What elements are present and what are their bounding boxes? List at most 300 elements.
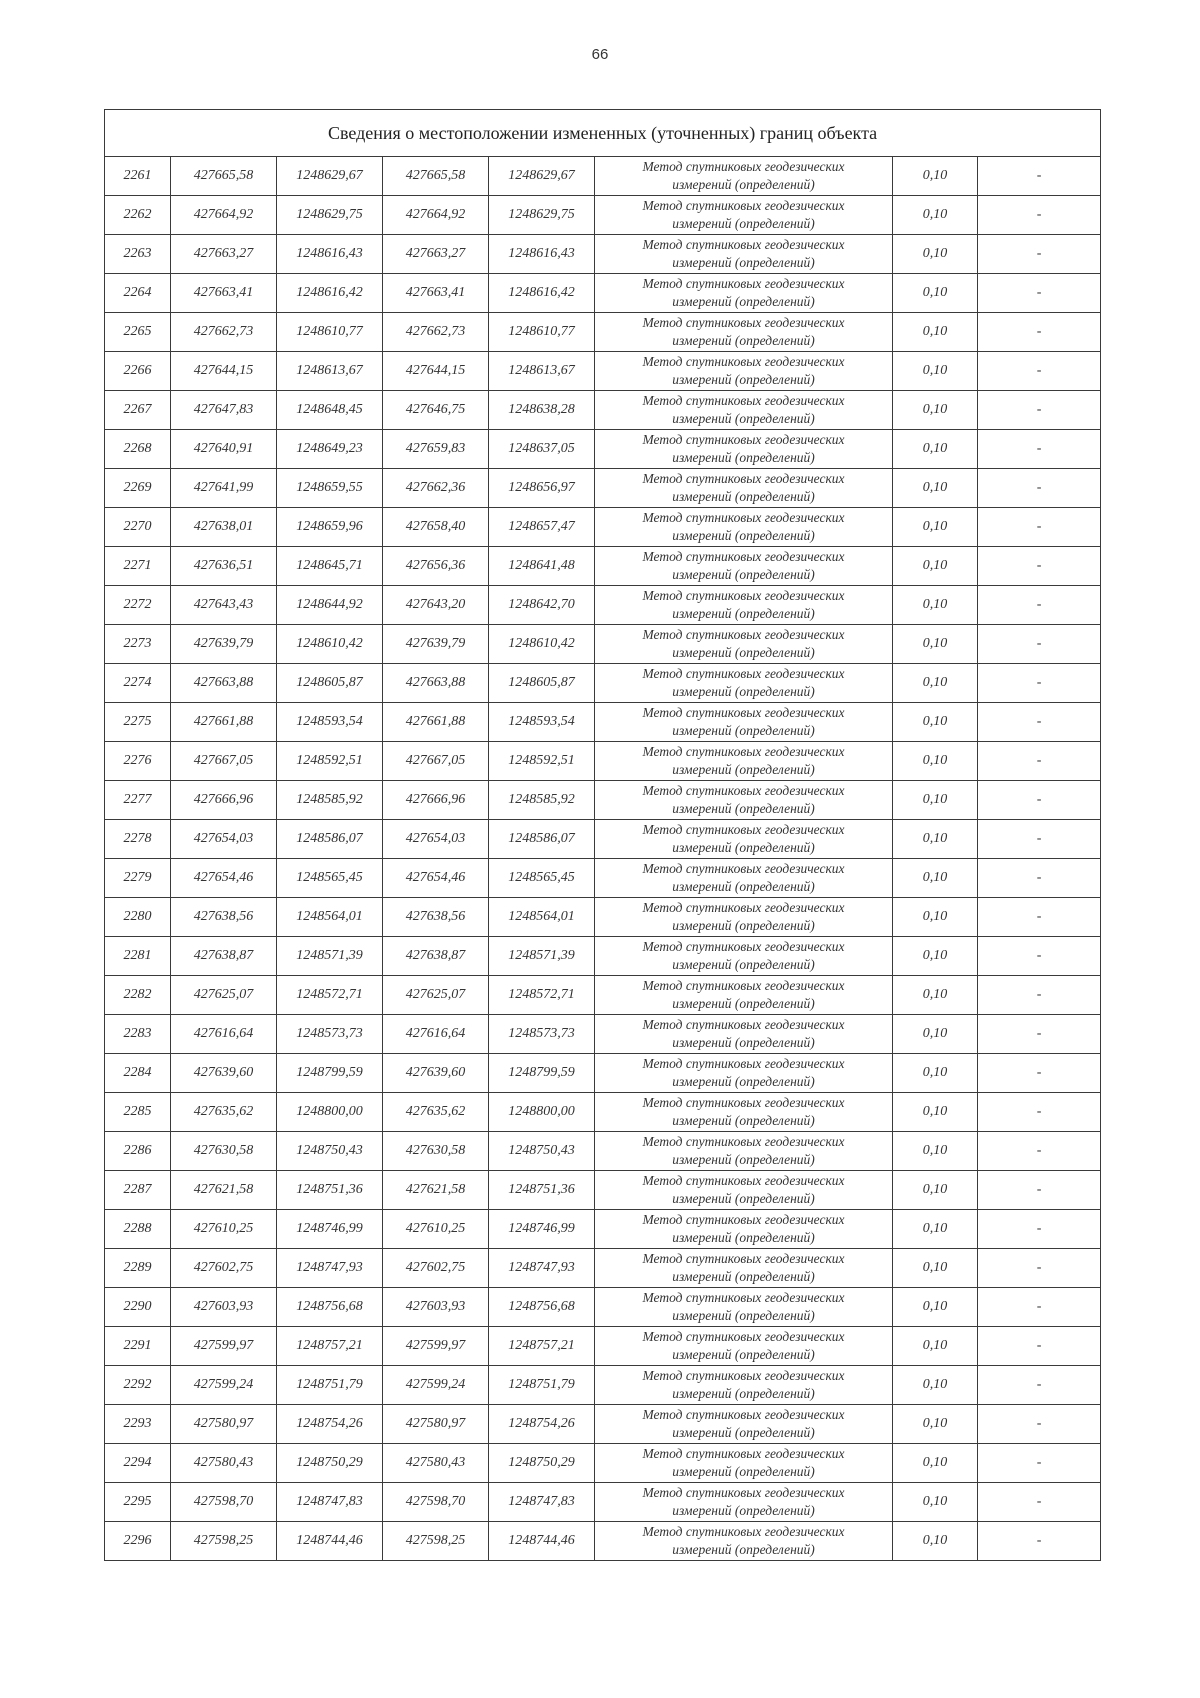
- table-row: [105, 625, 1101, 664]
- refined-y-cell: 1248642,70: [489, 586, 595, 625]
- note-cell: -: [978, 1327, 1101, 1366]
- note-cell: -: [978, 391, 1101, 430]
- method-text-line: измерений (определений): [672, 840, 815, 855]
- method-cell: [595, 391, 893, 430]
- method-text-line: измерений (определений): [672, 1425, 815, 1440]
- existing-y-cell: 1248800,00: [277, 1093, 383, 1132]
- table-row: [105, 1405, 1101, 1444]
- refined-x-cell: 427667,05: [383, 742, 489, 781]
- refined-y-cell: 1248756,68: [489, 1288, 595, 1327]
- point-number-cell: 2265: [105, 313, 171, 352]
- existing-x-cell: 427625,07: [171, 976, 277, 1015]
- existing-y-cell: 1248644,92: [277, 586, 383, 625]
- existing-x-cell: 427643,43: [171, 586, 277, 625]
- existing-y-cell: 1248613,67: [277, 352, 383, 391]
- table-row: [105, 742, 1101, 781]
- method-cell: [595, 1483, 893, 1522]
- method-cell: [595, 1093, 893, 1132]
- refined-x-cell: 427580,43: [383, 1444, 489, 1483]
- refined-y-cell: 1248629,75: [489, 196, 595, 235]
- refined-x-cell: 427665,58: [383, 157, 489, 196]
- note-cell: -: [978, 547, 1101, 586]
- method-text-line: измерений (определений): [672, 489, 815, 504]
- existing-x-cell: 427610,25: [171, 1210, 277, 1249]
- refined-y-cell: 1248613,67: [489, 352, 595, 391]
- point-number-cell: 2283: [105, 1015, 171, 1054]
- method-text-line: измерений (определений): [672, 1464, 815, 1479]
- accuracy-cell: 0,10: [893, 157, 978, 196]
- method-cell: [595, 508, 893, 547]
- method-text-line: Метод спутниковых геодезических: [642, 1524, 845, 1539]
- method-cell: [595, 937, 893, 976]
- method-cell: [595, 703, 893, 742]
- existing-y-cell: 1248610,42: [277, 625, 383, 664]
- refined-y-cell: 1248605,87: [489, 664, 595, 703]
- method-text-line: измерений (определений): [672, 1230, 815, 1245]
- refined-x-cell: 427599,97: [383, 1327, 489, 1366]
- refined-x-cell: 427639,79: [383, 625, 489, 664]
- existing-y-cell: 1248746,99: [277, 1210, 383, 1249]
- note-cell: -: [978, 157, 1101, 196]
- existing-y-cell: 1248585,92: [277, 781, 383, 820]
- table-row: [105, 1444, 1101, 1483]
- note-cell: -: [978, 1366, 1101, 1405]
- method-cell: [595, 742, 893, 781]
- method-text-line: измерений (определений): [672, 567, 815, 582]
- accuracy-cell: 0,10: [893, 664, 978, 703]
- accuracy-cell: 0,10: [893, 1366, 978, 1405]
- existing-y-cell: 1248573,73: [277, 1015, 383, 1054]
- point-number-cell: 2282: [105, 976, 171, 1015]
- note-cell: -: [978, 742, 1101, 781]
- point-number-cell: 2270: [105, 508, 171, 547]
- method-text-line: измерений (определений): [672, 333, 815, 348]
- point-number-cell: 2276: [105, 742, 171, 781]
- method-text-line: Метод спутниковых геодезических: [642, 432, 845, 447]
- note-cell: -: [978, 1093, 1101, 1132]
- method-text-line: Метод спутниковых геодезических: [642, 510, 845, 525]
- point-number-cell: 2268: [105, 430, 171, 469]
- existing-y-cell: 1248616,43: [277, 235, 383, 274]
- existing-x-cell: 427640,91: [171, 430, 277, 469]
- method-text-line: Метод спутниковых геодезических: [642, 1485, 845, 1500]
- point-number-cell: 2295: [105, 1483, 171, 1522]
- table-row: [105, 157, 1101, 196]
- note-cell: -: [978, 1405, 1101, 1444]
- method-cell: [595, 1054, 893, 1093]
- refined-x-cell: 427661,88: [383, 703, 489, 742]
- existing-y-cell: 1248754,26: [277, 1405, 383, 1444]
- refined-y-cell: 1248638,28: [489, 391, 595, 430]
- existing-x-cell: 427644,15: [171, 352, 277, 391]
- point-number-cell: 2277: [105, 781, 171, 820]
- accuracy-cell: 0,10: [893, 235, 978, 274]
- refined-y-cell: 1248616,42: [489, 274, 595, 313]
- refined-x-cell: 427662,73: [383, 313, 489, 352]
- existing-y-cell: 1248586,07: [277, 820, 383, 859]
- table-row: [105, 1249, 1101, 1288]
- method-cell: [595, 1327, 893, 1366]
- method-text-line: измерений (определений): [672, 801, 815, 816]
- method-text-line: Метод спутниковых геодезических: [642, 744, 845, 759]
- method-text-line: измерений (определений): [672, 645, 815, 660]
- refined-y-cell: 1248629,67: [489, 157, 595, 196]
- method-text-line: Метод спутниковых геодезических: [642, 315, 845, 330]
- accuracy-cell: 0,10: [893, 469, 978, 508]
- existing-y-cell: 1248629,75: [277, 196, 383, 235]
- method-text-line: Метод спутниковых геодезических: [642, 276, 845, 291]
- existing-x-cell: 427663,41: [171, 274, 277, 313]
- refined-x-cell: 427663,41: [383, 274, 489, 313]
- existing-y-cell: 1248799,59: [277, 1054, 383, 1093]
- note-cell: -: [978, 1015, 1101, 1054]
- refined-y-cell: 1248641,48: [489, 547, 595, 586]
- refined-x-cell: 427621,58: [383, 1171, 489, 1210]
- accuracy-cell: 0,10: [893, 781, 978, 820]
- existing-x-cell: 427661,88: [171, 703, 277, 742]
- existing-x-cell: 427599,24: [171, 1366, 277, 1405]
- method-cell: [595, 274, 893, 313]
- refined-y-cell: 1248573,73: [489, 1015, 595, 1054]
- accuracy-cell: 0,10: [893, 1093, 978, 1132]
- table-body: [105, 157, 1101, 1561]
- point-number-cell: 2285: [105, 1093, 171, 1132]
- point-number-cell: 2281: [105, 937, 171, 976]
- accuracy-cell: 0,10: [893, 976, 978, 1015]
- existing-y-cell: 1248629,67: [277, 157, 383, 196]
- existing-x-cell: 427654,46: [171, 859, 277, 898]
- note-cell: -: [978, 1171, 1101, 1210]
- table-row: [105, 1171, 1101, 1210]
- refined-y-cell: 1248616,43: [489, 235, 595, 274]
- refined-x-cell: 427654,46: [383, 859, 489, 898]
- note-cell: -: [978, 469, 1101, 508]
- refined-x-cell: 427602,75: [383, 1249, 489, 1288]
- refined-x-cell: 427638,87: [383, 937, 489, 976]
- method-cell: [595, 1171, 893, 1210]
- accuracy-cell: 0,10: [893, 1444, 978, 1483]
- table-row: [105, 469, 1101, 508]
- note-cell: -: [978, 1054, 1101, 1093]
- existing-y-cell: 1248571,39: [277, 937, 383, 976]
- existing-x-cell: 427630,58: [171, 1132, 277, 1171]
- existing-y-cell: 1248747,83: [277, 1483, 383, 1522]
- table-row: [105, 937, 1101, 976]
- refined-y-cell: 1248610,77: [489, 313, 595, 352]
- point-number-cell: 2264: [105, 274, 171, 313]
- accuracy-cell: 0,10: [893, 313, 978, 352]
- refined-x-cell: 427625,07: [383, 976, 489, 1015]
- method-text-line: измерений (определений): [672, 606, 815, 621]
- refined-y-cell: 1248592,51: [489, 742, 595, 781]
- method-text-line: Метод спутниковых геодезических: [642, 1290, 845, 1305]
- accuracy-cell: 0,10: [893, 586, 978, 625]
- note-cell: -: [978, 781, 1101, 820]
- method-text-line: измерений (определений): [672, 450, 815, 465]
- refined-x-cell: 427664,92: [383, 196, 489, 235]
- existing-x-cell: 427654,03: [171, 820, 277, 859]
- table-row: [105, 1522, 1101, 1561]
- method-text-line: Метод спутниковых геодезических: [642, 783, 845, 798]
- refined-y-cell: 1248571,39: [489, 937, 595, 976]
- existing-x-cell: 427664,92: [171, 196, 277, 235]
- table-title: Сведения о местоположении измененных (уточненных) границ объекта: [105, 110, 1101, 157]
- table-row: [105, 1132, 1101, 1171]
- note-cell: -: [978, 1132, 1101, 1171]
- point-number-cell: 2275: [105, 703, 171, 742]
- refined-y-cell: 1248750,29: [489, 1444, 595, 1483]
- method-cell: [595, 1444, 893, 1483]
- accuracy-cell: 0,10: [893, 1288, 978, 1327]
- point-number-cell: 2271: [105, 547, 171, 586]
- existing-y-cell: 1248750,43: [277, 1132, 383, 1171]
- note-cell: -: [978, 976, 1101, 1015]
- point-number-cell: 2279: [105, 859, 171, 898]
- existing-x-cell: 427647,83: [171, 391, 277, 430]
- note-cell: -: [978, 898, 1101, 937]
- existing-x-cell: 427667,05: [171, 742, 277, 781]
- existing-y-cell: 1248750,29: [277, 1444, 383, 1483]
- point-number-cell: 2263: [105, 235, 171, 274]
- accuracy-cell: 0,10: [893, 1015, 978, 1054]
- method-cell: [595, 430, 893, 469]
- method-text-line: измерений (определений): [672, 1074, 815, 1089]
- refined-x-cell: 427666,96: [383, 781, 489, 820]
- coordinates-table: [104, 109, 1101, 1561]
- method-text-line: измерений (определений): [672, 918, 815, 933]
- method-text-line: измерений (определений): [672, 684, 815, 699]
- method-cell: [595, 235, 893, 274]
- refined-y-cell: 1248565,45: [489, 859, 595, 898]
- existing-x-cell: 427616,64: [171, 1015, 277, 1054]
- existing-x-cell: 427621,58: [171, 1171, 277, 1210]
- method-text-line: измерений (определений): [672, 1035, 815, 1050]
- accuracy-cell: 0,10: [893, 820, 978, 859]
- existing-x-cell: 427662,73: [171, 313, 277, 352]
- existing-y-cell: 1248751,79: [277, 1366, 383, 1405]
- existing-y-cell: 1248564,01: [277, 898, 383, 937]
- method-text-line: Метод спутниковых геодезических: [642, 1095, 845, 1110]
- refined-x-cell: 427663,27: [383, 235, 489, 274]
- point-number-cell: 2262: [105, 196, 171, 235]
- note-cell: -: [978, 937, 1101, 976]
- refined-x-cell: 427610,25: [383, 1210, 489, 1249]
- accuracy-cell: 0,10: [893, 625, 978, 664]
- table-row: [105, 586, 1101, 625]
- existing-y-cell: 1248610,77: [277, 313, 383, 352]
- refined-x-cell: 427616,64: [383, 1015, 489, 1054]
- refined-y-cell: 1248757,21: [489, 1327, 595, 1366]
- note-cell: -: [978, 274, 1101, 313]
- accuracy-cell: 0,10: [893, 508, 978, 547]
- refined-x-cell: 427659,83: [383, 430, 489, 469]
- table-row: [105, 391, 1101, 430]
- refined-y-cell: 1248593,54: [489, 703, 595, 742]
- method-text-line: измерений (определений): [672, 411, 815, 426]
- table-row: [105, 898, 1101, 937]
- method-text-line: Метод спутниковых геодезических: [642, 822, 845, 837]
- existing-x-cell: 427602,75: [171, 1249, 277, 1288]
- method-cell: [595, 1210, 893, 1249]
- accuracy-cell: 0,10: [893, 1483, 978, 1522]
- page-number: 66: [591, 46, 609, 63]
- method-text-line: Метод спутниковых геодезических: [642, 159, 845, 174]
- refined-x-cell: 427630,58: [383, 1132, 489, 1171]
- existing-x-cell: 427666,96: [171, 781, 277, 820]
- method-text-line: Метод спутниковых геодезических: [642, 1407, 845, 1422]
- method-text-line: Метод спутниковых геодезических: [642, 471, 845, 486]
- method-text-line: измерений (определений): [672, 177, 815, 192]
- refined-x-cell: 427646,75: [383, 391, 489, 430]
- accuracy-cell: 0,10: [893, 547, 978, 586]
- table-row: [105, 1210, 1101, 1249]
- existing-y-cell: 1248756,68: [277, 1288, 383, 1327]
- method-text-line: Метод спутниковых геодезических: [642, 900, 845, 915]
- method-text-line: измерений (определений): [672, 528, 815, 543]
- method-text-line: Метод спутниковых геодезических: [642, 198, 845, 213]
- table-row: [105, 235, 1101, 274]
- note-cell: -: [978, 625, 1101, 664]
- point-number-cell: 2284: [105, 1054, 171, 1093]
- point-number-cell: 2280: [105, 898, 171, 937]
- method-text-line: измерений (определений): [672, 1347, 815, 1362]
- refined-y-cell: 1248586,07: [489, 820, 595, 859]
- method-text-line: Метод спутниковых геодезических: [642, 1173, 845, 1188]
- accuracy-cell: 0,10: [893, 274, 978, 313]
- refined-x-cell: 427644,15: [383, 352, 489, 391]
- method-text-line: Метод спутниковых геодезических: [642, 1212, 845, 1227]
- note-cell: -: [978, 430, 1101, 469]
- note-cell: -: [978, 235, 1101, 274]
- method-text-line: Метод спутниковых геодезических: [642, 588, 845, 603]
- refined-x-cell: 427643,20: [383, 586, 489, 625]
- note-cell: -: [978, 313, 1101, 352]
- method-text-line: Метод спутниковых геодезических: [642, 939, 845, 954]
- refined-x-cell: 427658,40: [383, 508, 489, 547]
- refined-y-cell: 1248747,83: [489, 1483, 595, 1522]
- existing-y-cell: 1248659,96: [277, 508, 383, 547]
- table-row: [105, 508, 1101, 547]
- method-cell: [595, 781, 893, 820]
- point-number-cell: 2261: [105, 157, 171, 196]
- existing-y-cell: 1248659,55: [277, 469, 383, 508]
- method-cell: [595, 820, 893, 859]
- refined-y-cell: 1248656,97: [489, 469, 595, 508]
- table-row: [105, 1288, 1101, 1327]
- refined-y-cell: 1248751,79: [489, 1366, 595, 1405]
- existing-x-cell: 427599,97: [171, 1327, 277, 1366]
- refined-x-cell: 427654,03: [383, 820, 489, 859]
- refined-x-cell: 427635,62: [383, 1093, 489, 1132]
- accuracy-cell: 0,10: [893, 1132, 978, 1171]
- note-cell: -: [978, 1288, 1101, 1327]
- method-cell: [595, 586, 893, 625]
- table-row: [105, 781, 1101, 820]
- method-text-line: Метод спутниковых геодезических: [642, 627, 845, 642]
- existing-x-cell: 427598,25: [171, 1522, 277, 1561]
- existing-x-cell: 427638,56: [171, 898, 277, 937]
- method-text-line: измерений (определений): [672, 1503, 815, 1518]
- method-text-line: Метод спутниковых геодезических: [642, 666, 845, 681]
- method-text-line: измерений (определений): [672, 996, 815, 1011]
- method-text-line: измерений (определений): [672, 762, 815, 777]
- method-text-line: Метод спутниковых геодезических: [642, 705, 845, 720]
- existing-x-cell: 427598,70: [171, 1483, 277, 1522]
- method-text-line: измерений (определений): [672, 723, 815, 738]
- table-row: [105, 352, 1101, 391]
- method-cell: [595, 469, 893, 508]
- table-row: [105, 1483, 1101, 1522]
- existing-x-cell: 427580,97: [171, 1405, 277, 1444]
- accuracy-cell: 0,10: [893, 1171, 978, 1210]
- refined-x-cell: 427662,36: [383, 469, 489, 508]
- existing-y-cell: 1248572,71: [277, 976, 383, 1015]
- accuracy-cell: 0,10: [893, 430, 978, 469]
- accuracy-cell: 0,10: [893, 898, 978, 937]
- note-cell: -: [978, 196, 1101, 235]
- table-row: [105, 547, 1101, 586]
- accuracy-cell: 0,10: [893, 1249, 978, 1288]
- note-cell: -: [978, 352, 1101, 391]
- refined-x-cell: 427603,93: [383, 1288, 489, 1327]
- existing-y-cell: 1248751,36: [277, 1171, 383, 1210]
- refined-y-cell: 1248572,71: [489, 976, 595, 1015]
- note-cell: -: [978, 703, 1101, 742]
- method-text-line: измерений (определений): [672, 1386, 815, 1401]
- table-row: [105, 196, 1101, 235]
- accuracy-cell: 0,10: [893, 742, 978, 781]
- method-text-line: Метод спутниковых геодезических: [642, 237, 845, 252]
- existing-y-cell: 1248649,23: [277, 430, 383, 469]
- method-text-line: измерений (определений): [672, 957, 815, 972]
- existing-x-cell: 427580,43: [171, 1444, 277, 1483]
- existing-y-cell: 1248592,51: [277, 742, 383, 781]
- method-text-line: измерений (определений): [672, 294, 815, 309]
- accuracy-cell: 0,10: [893, 1405, 978, 1444]
- refined-y-cell: 1248751,36: [489, 1171, 595, 1210]
- point-number-cell: 2291: [105, 1327, 171, 1366]
- note-cell: -: [978, 1522, 1101, 1561]
- method-cell: [595, 352, 893, 391]
- existing-y-cell: 1248648,45: [277, 391, 383, 430]
- existing-y-cell: 1248757,21: [277, 1327, 383, 1366]
- point-number-cell: 2288: [105, 1210, 171, 1249]
- method-text-line: измерений (определений): [672, 1152, 815, 1167]
- existing-x-cell: 427641,99: [171, 469, 277, 508]
- table-row: [105, 859, 1101, 898]
- existing-x-cell: 427636,51: [171, 547, 277, 586]
- point-number-cell: 2266: [105, 352, 171, 391]
- note-cell: -: [978, 1444, 1101, 1483]
- refined-y-cell: 1248744,46: [489, 1522, 595, 1561]
- table-row: [105, 430, 1101, 469]
- method-cell: [595, 1522, 893, 1561]
- existing-x-cell: 427603,93: [171, 1288, 277, 1327]
- point-number-cell: 2272: [105, 586, 171, 625]
- existing-x-cell: 427663,88: [171, 664, 277, 703]
- refined-y-cell: 1248747,93: [489, 1249, 595, 1288]
- method-text-line: Метод спутниковых геодезических: [642, 1134, 845, 1149]
- note-cell: -: [978, 664, 1101, 703]
- method-text-line: Метод спутниковых геодезических: [642, 861, 845, 876]
- refined-y-cell: 1248799,59: [489, 1054, 595, 1093]
- existing-y-cell: 1248747,93: [277, 1249, 383, 1288]
- table-row: [105, 976, 1101, 1015]
- method-cell: [595, 196, 893, 235]
- note-cell: -: [978, 586, 1101, 625]
- existing-y-cell: 1248744,46: [277, 1522, 383, 1561]
- point-number-cell: 2292: [105, 1366, 171, 1405]
